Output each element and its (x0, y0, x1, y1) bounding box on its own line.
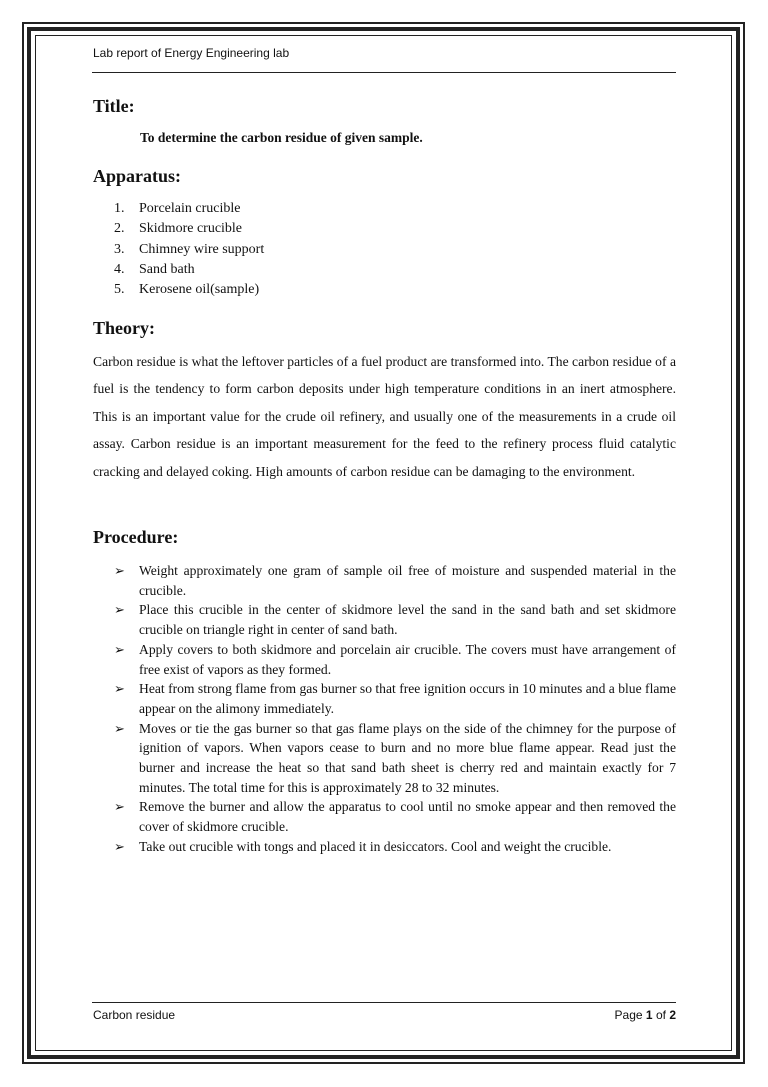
arrow-bullet-icon: ➢ (114, 641, 125, 657)
list-text: Heat from strong flame from gas burner so that free ignition occurs in 10 minutes and a blue flame appear on the alimony immediately. (139, 681, 676, 716)
list-number: 1. (114, 201, 125, 216)
list-number: 2. (114, 221, 125, 237)
arrow-bullet-icon: ➢ (114, 563, 125, 578)
list-text: Chimney wire support (139, 241, 265, 257)
list-item (114, 260, 264, 280)
footer-title: Carbon residue (93, 1008, 176, 1022)
list-item (114, 640, 676, 679)
list-text: Remove the burner and allow the apparatus to cool until no smoke appear and then removed the cover of skidmore crucible. (139, 799, 676, 835)
page-label: Page (614, 1008, 643, 1022)
procedure-heading: Procedure: (93, 527, 179, 547)
list-text: Porcelain crucible (139, 201, 241, 216)
arrow-bullet-icon: ➢ (114, 799, 125, 815)
footer-divider (92, 1002, 676, 1003)
arrow-bullet-icon: ➢ (114, 602, 125, 618)
list-item (114, 280, 264, 300)
list-text: Moves or tie the gas burner so that gas flame plays on the side of the chimney for the purpose of ignition of vapors. When vapors cease to burn and no more blue flame appear. Read just the burner and increase the heat so that sand bath sheet is cherry red and maintain exactly for 7 minutes. The total time for this is approximately 28 to 32 minutes. (139, 720, 676, 795)
title-text: To determine the carbon residue of given sample. (140, 130, 423, 145)
theory-paragraph: Carbon residue is what the leftover particles of a fuel product are transformed into. The carbon residue of a fuel is the tendency to form carbon deposits under high temperature conditions in an inert atmosphere. This is an important value for the crude oil refinery, and usually one of the measurements in a crude oil assay. Carbon residue is an important measurement for the feed to the refinery process fluid catalytic cracking and delayed coking. High amounts of carbon residue can be damaging to the environment. (93, 354, 676, 479)
list-text: Apply covers to both skidmore and porcelain air crucible. The covers must have arrangement of free exist of vapors as they formed. (139, 641, 676, 677)
theory-heading: Theory: (93, 318, 155, 338)
list-text: Kerosene oil(sample) (139, 282, 260, 298)
arrow-bullet-icon: ➢ (114, 720, 125, 736)
arrow-bullet-icon: ➢ (114, 681, 125, 697)
apparatus-heading: Apparatus: (93, 166, 182, 186)
list-number: 5. (114, 282, 125, 298)
list-item (114, 199, 264, 219)
procedure-list (114, 561, 676, 857)
list-number: 3. (114, 241, 125, 257)
total-pages: 2 (669, 1008, 676, 1022)
header-divider (92, 72, 676, 73)
apparatus-list (114, 199, 264, 300)
list-item (114, 797, 676, 836)
page-number (615, 1008, 676, 1022)
list-item (114, 561, 676, 600)
list-item (114, 679, 676, 718)
list-text: Sand bath (139, 261, 195, 277)
list-number: 4. (114, 261, 125, 277)
page-header: Lab report of Energy Engineering lab (93, 46, 290, 60)
list-item (114, 600, 676, 639)
list-text: Place this crucible in the center of skidmore level the sand in the sand bath and set skidmore crucible on triangle right in center of sand bath. (139, 602, 676, 638)
list-item (114, 837, 676, 857)
current-page: 1 (645, 1008, 653, 1022)
page-of-label: of (655, 1008, 666, 1022)
list-text: Take out crucible with tongs and placed it in desiccators. Cool and weight the crucible. (139, 838, 612, 854)
list-text: Weight approximately one gram of sample oil free of moisture and suspended material in the crucible. (139, 563, 676, 598)
list-item (114, 240, 264, 260)
list-item (114, 719, 676, 798)
list-item (114, 219, 264, 239)
arrow-bullet-icon: ➢ (114, 838, 125, 854)
title-heading: Title: (93, 96, 135, 116)
list-text: Skidmore crucible (139, 221, 243, 237)
